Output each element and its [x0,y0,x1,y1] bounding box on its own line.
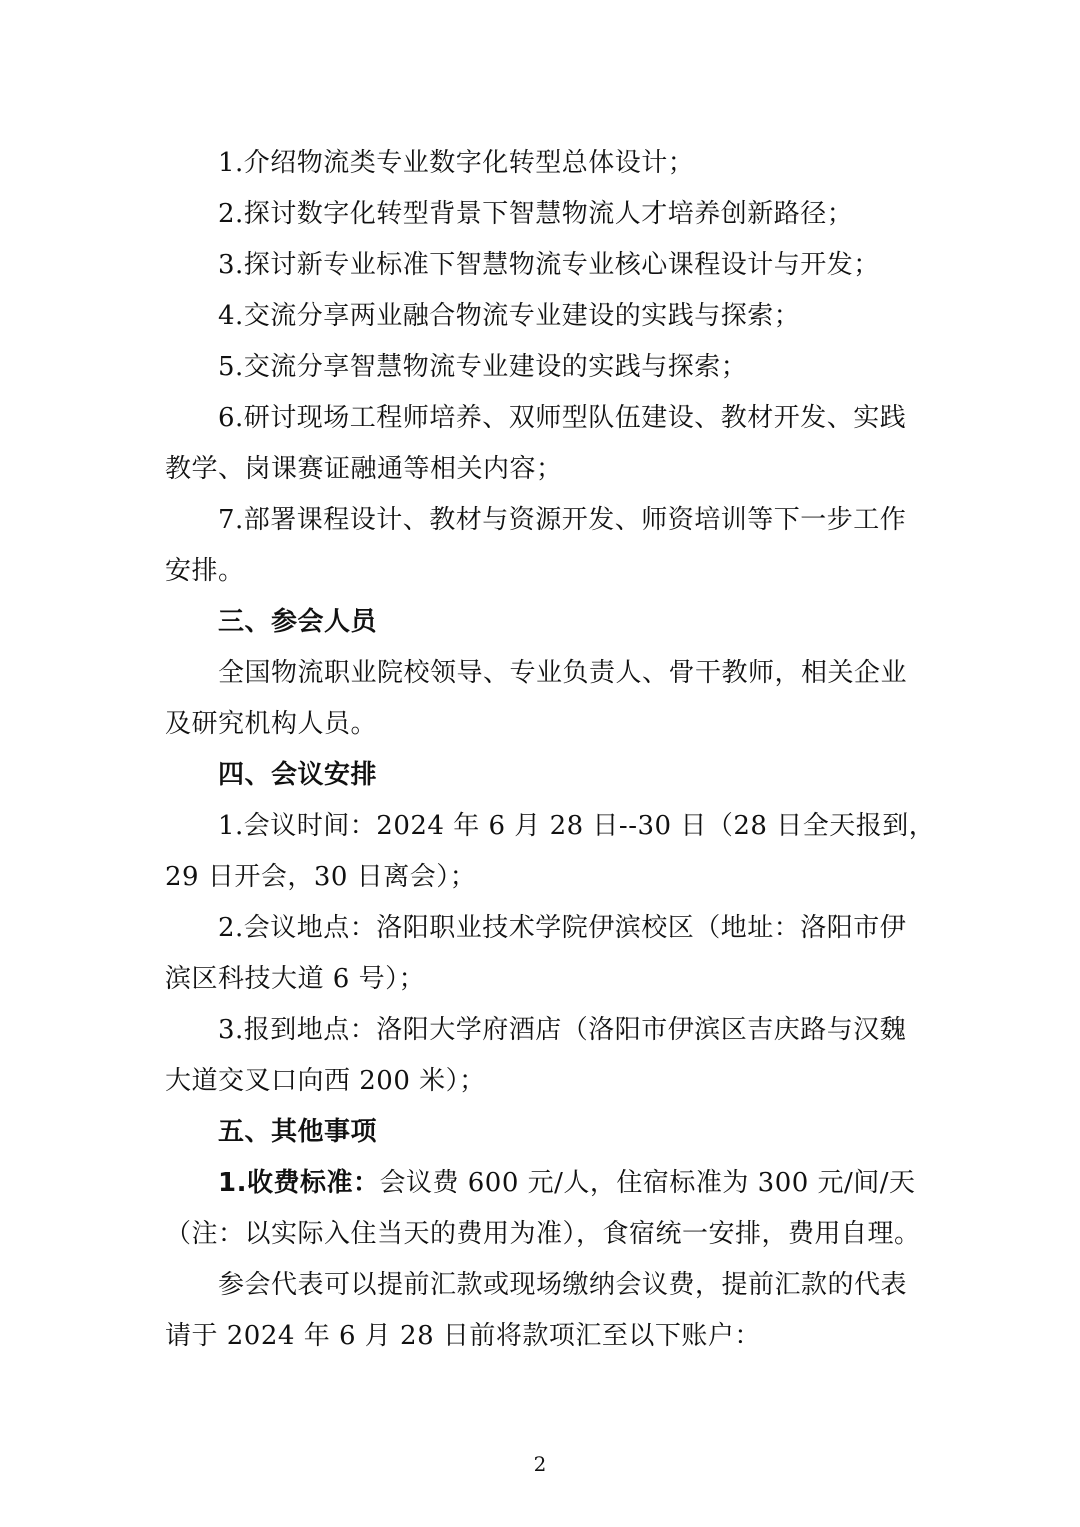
list-item-7-line-2: 安排。 [165,556,245,586]
section-heading-other: 五、其他事项 [218,1117,378,1147]
schedule-venue-line-1: 2.会议地点：洛阳职业技术学院伊滨校区（地址：洛阳市伊 [218,913,907,943]
payment-line-2: 请于 2024 年 6 月 28 日前将款项汇至以下账户： [165,1321,761,1351]
attendees-text-line-2: 及研究机构人员。 [165,709,378,739]
fee-line-2: （注：以实际入住当天的费用为准），食宿统一安排，费用自理。 [165,1219,921,1249]
section-heading-schedule: 四、会议安排 [218,760,378,790]
schedule-checkin-line-1: 3.报到地点：洛阳大学府酒店（洛阳市伊滨区吉庆路与汉魏 [218,1015,907,1045]
page-number: 2 [533,1452,547,1476]
list-item-4: 4.交流分享两业融合物流专业建设的实践与探索； [218,301,801,331]
fee-line-1 [218,1157,917,1209]
list-item-7-line-1: 7.部署课程设计、教材与资源开发、师资培训等下一步工作 [218,505,907,535]
schedule-time-line-2: 29 日开会，30 日离会）； [165,862,477,892]
payment-line-1: 参会代表可以提前汇款或现场缴纳会议费，提前汇款的代表 [218,1270,908,1300]
attendees-text-line-1: 全国物流职业院校领导、专业负责人、骨干教师，相关企业 [218,658,908,688]
list-item-1: 1.介绍物流类专业数字化转型总体设计； [218,148,695,178]
section-heading-attendees: 三、参会人员 [218,607,378,637]
schedule-checkin-line-2: 大道交叉口向西 200 米）； [165,1066,486,1096]
list-item-5: 5.交流分享智慧物流专业建设的实践与探索； [218,352,748,382]
schedule-time-line-1: 1.会议时间：2024 年 6 月 28 日--30 日（28 日全天报到， [218,811,936,841]
schedule-venue-line-2: 滨区科技大道 6 号）； [165,964,426,994]
list-item-3: 3.探讨新专业标准下智慧物流专业核心课程设计与开发； [218,250,880,280]
fee-text: 会议费 600 元/人，住宿标准为 300 元/间/天 [379,1168,916,1198]
list-item-6-line-2: 教学、岗课赛证融通等相关内容； [165,454,563,484]
list-item-6-line-1: 6.研讨现场工程师培养、双师型队伍建设、教材开发、实践 [218,403,907,433]
list-item-2: 2.探讨数字化转型背景下智慧物流人才培养创新路径； [218,199,854,229]
fee-label: 1.收费标准： [218,1168,380,1198]
